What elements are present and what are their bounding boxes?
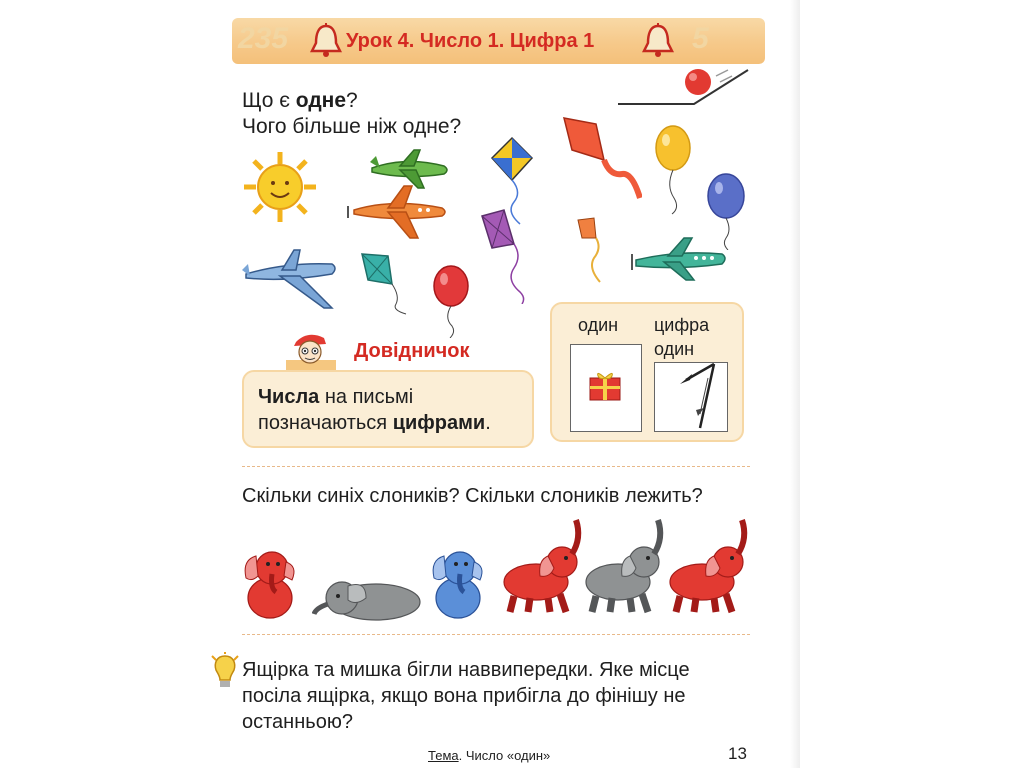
section-divider	[242, 634, 750, 635]
number-label: один	[578, 315, 619, 335]
elephant-icon	[496, 516, 588, 616]
banner-number-deco-right: 5	[692, 22, 709, 55]
lesson-title: Урок 4. Число 1. Цифра 1	[346, 30, 595, 52]
airplane-icon	[238, 244, 342, 312]
digit-label-line1: цифра	[654, 315, 710, 335]
elephant-icon	[662, 516, 754, 616]
elephant-icon	[578, 516, 670, 616]
digit-label-line2: один	[654, 339, 695, 359]
airplane-icon	[628, 236, 730, 282]
elephant-icon	[312, 566, 426, 622]
riddle-line3: останньою?	[242, 711, 353, 733]
page-topic: Тема. Число «один»	[428, 748, 551, 763]
reference-text: Числа на письмі позначаються цифрами.	[258, 386, 491, 434]
gift-box-icon	[588, 368, 622, 402]
bell-icon	[309, 23, 343, 59]
kite-icon	[574, 216, 610, 284]
sun-icon	[240, 150, 320, 224]
boy-mascot-icon	[276, 330, 346, 372]
elephants-question: Скільки синіх слоників? Скільки слоників лежить?	[242, 485, 703, 507]
digit-one-icon	[656, 358, 726, 432]
question-what-is-one: Що є одне?	[242, 89, 358, 112]
elephant-icon	[428, 542, 490, 620]
ball-on-ramp-icon	[616, 62, 752, 108]
section-divider	[242, 466, 750, 467]
kite-icon	[358, 250, 414, 316]
bell-icon	[641, 23, 675, 59]
balloon-icon	[652, 124, 694, 216]
riddle-line2: посіла ящірка, якщо вона прибігла до фінішу не	[242, 685, 686, 707]
balloon-icon	[430, 264, 472, 338]
airplane-icon	[344, 182, 452, 240]
page-gutter	[790, 0, 800, 768]
page-number: 13	[728, 744, 747, 763]
lightbulb-icon	[210, 652, 240, 692]
riddle-line1: Ящірка та мишка бігли наввипередки. Яке місце	[242, 659, 690, 681]
kite-icon	[562, 114, 642, 202]
question-more-than-one: Чого більше ніж одне?	[242, 115, 462, 138]
kite-icon	[478, 208, 534, 304]
reference-title: Довідничок	[354, 340, 470, 362]
elephant-icon	[240, 542, 302, 620]
banner-number-deco-left: 235	[238, 22, 289, 55]
